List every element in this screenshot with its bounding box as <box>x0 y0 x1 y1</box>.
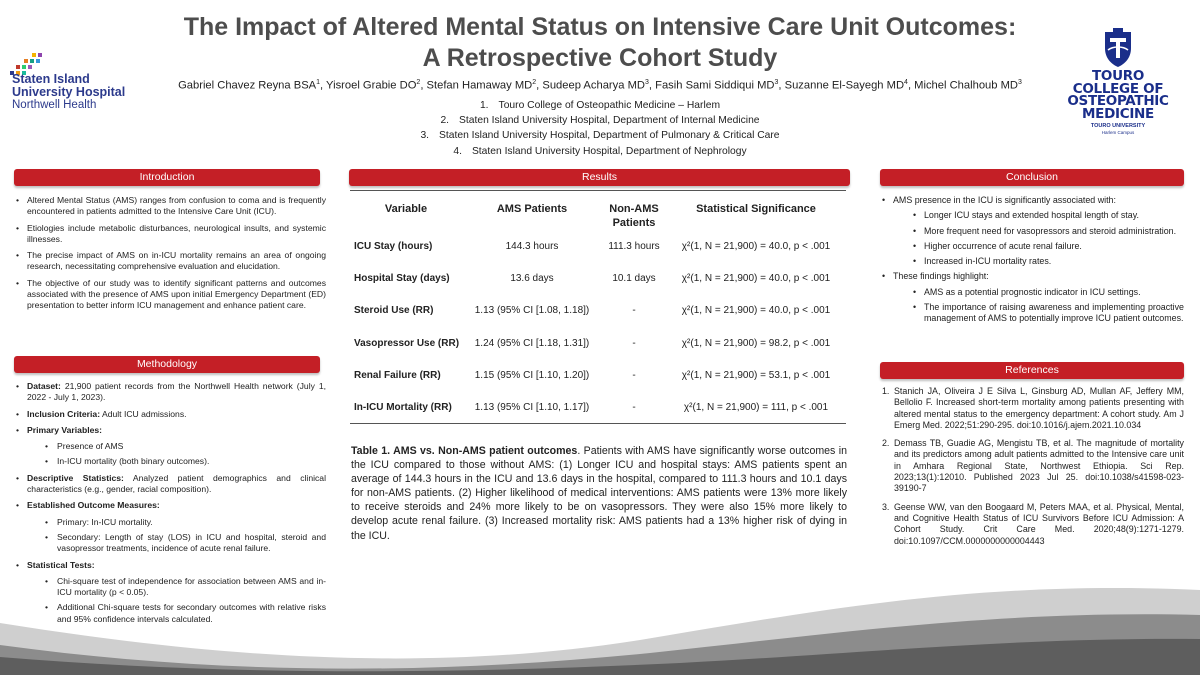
dataset-label: Dataset: <box>27 381 61 391</box>
table-cell: - <box>632 305 636 317</box>
touro-line-3: OSTEOPATHIC <box>1067 93 1169 109</box>
author-name: Sudeep Acharya MD <box>542 79 645 92</box>
touro-line-1: TOURO <box>1091 68 1145 84</box>
title-line-2: A Retrospective Cohort Study <box>422 44 778 72</box>
author-list: Gabriel Chavez Reyna BSA$^1$, Yisroel Grabie $DO^2$, Stefan Hamaway $MD^2$, Sudeep Acharya $MD^3$, Fasih Sami Siddiqui $MD^3$, Suzanne El-Sayegh $MD^4$, Michel Chalhoub $MD^3$ <box>178 79 1022 92</box>
intro-bullet: • Etiologies include metabolic disturbances, neurological insults, and systemic illnesses. <box>14 223 326 246</box>
touro-line-2: COLLEGE OF <box>1072 80 1164 97</box>
affiliation-list <box>380 98 820 159</box>
conclusion-subitem: • The importance of raising awareness and implementing proactive management of AMS to potentially improve ICU patient outcomes. <box>893 302 1184 325</box>
table-row <box>350 327 846 359</box>
table-cell: 1.13 (95% CI [1.10, 1.17]) <box>474 401 590 413</box>
row-variable: In-ICU Mortality (RR) <box>354 401 452 413</box>
author-affiliation-mark: 2 <box>532 79 537 86</box>
touro-logo-sub: TOURO UNIVERSITY <box>1090 123 1146 129</box>
caption-title: Table 1. AMS vs. Non-AMS patient outcomes <box>351 445 578 457</box>
affiliation-item <box>380 113 820 128</box>
author-affiliation-mark: 3 <box>644 79 649 86</box>
reference-item <box>880 438 1184 494</box>
title-line-1: The Impact of Altered Mental Status on Intensive Care Unit Outcomes: <box>183 13 1017 41</box>
reference-number: 3. <box>882 501 890 512</box>
touro-line-4: MEDICINE <box>1082 105 1154 122</box>
table-cell: - <box>632 337 636 349</box>
method-descriptive <box>14 473 326 496</box>
descriptive-label: Descriptive Statistics: <box>27 472 124 483</box>
row-variable: Renal Failure (RR) <box>354 369 441 381</box>
intro-bullet: • The objective of our study was to identify significant patterns and outcomes associated with the presence of AMS upon initial Emergency Department (ED) presentation to better inform ICU management and enhance patient care. <box>14 278 326 312</box>
table-cell: χ²(1, N = 21,900) = 40.0, p < .001 <box>681 305 831 317</box>
table-row <box>350 295 846 327</box>
conclusion-subitem: • Increased in-ICU mortality rates. <box>893 256 1184 267</box>
author-affiliation-mark: 2 <box>416 79 421 86</box>
methodology-section <box>14 381 326 630</box>
row-variable: Vasopressor Use (RR) <box>354 337 460 349</box>
siuh-logo <box>10 50 170 110</box>
references-heading: References <box>880 362 1184 379</box>
affiliation-number: 3. <box>420 130 430 142</box>
conclusion-bullet <box>880 271 1184 324</box>
methodology-heading: Methodology <box>14 356 320 373</box>
reference-number: 1. <box>882 386 890 396</box>
primary-item: • In-ICU mortality (both binary outcomes). <box>27 456 326 467</box>
affiliation-text: Touro College of Osteopathic Medicine – Harlem <box>498 100 721 111</box>
test-item: • Additional Chi-square tests for secondary outcomes with relative risks and 95% confidence intervals calculated. <box>27 602 326 625</box>
conclusion-subitem: • Higher occurrence of acute renal failure. <box>893 241 1184 252</box>
table-row <box>350 263 846 295</box>
method-tests <box>14 560 326 625</box>
conclusion-heading: Conclusion <box>880 169 1184 186</box>
table-cell: χ²(1, N = 21,900) = 111, p < .001 <box>683 401 829 413</box>
conclusion-section <box>880 195 1184 329</box>
author-name: Fasih Sami Siddiqui MD <box>655 79 775 92</box>
siuh-logo-line-2: University Hospital <box>12 85 126 99</box>
col-header: Variable <box>384 203 428 215</box>
tests-label: Statistical Tests: <box>27 559 95 570</box>
reference-item <box>880 502 1184 547</box>
descriptive-text: Analyzed patient demographics and clinical characteristics (e.g., gender, racial composition). <box>27 472 326 495</box>
outcome-label: Established Outcome Measures: <box>27 500 160 511</box>
author-affiliation-mark: 3 <box>774 79 779 86</box>
col-header: Non-AMS Patients <box>609 203 659 229</box>
touro-logo-sub2: Harlem Campus <box>1101 130 1135 135</box>
conclusion-bullet-text: These findings highlight: <box>893 271 989 282</box>
conclusion-subitem: • More frequent need for vasopressors and steroid administration. <box>893 226 1184 237</box>
touro-logo <box>1056 26 1180 146</box>
reference-text: Geense WW, van den Boogaard M, Peters MAA, et al. Physical, Mental, and Cognitive Health Status of ICU Survivors Before ICU Admission: A Cohort Study. Crit Care Med. 2020;48(9):1271-1279. doi:10.1097/CCM.0000000000004443 <box>894 501 1184 546</box>
affiliation-text: Staten Island University Hospital, Department of Internal Medicine <box>459 115 760 127</box>
touro-shield-icon <box>1101 26 1135 68</box>
conclusion-subitem: • AMS as a potential prognostic indicator in ICU settings. <box>893 287 1184 298</box>
table-cell: 1.24 (95% CI [1.18, 1.31]) <box>474 337 590 349</box>
affiliation-text: Staten Island University Hospital, Department of Nephrology <box>471 145 747 157</box>
row-variable: ICU Stay (hours) <box>354 241 433 253</box>
method-inclusion <box>14 409 326 420</box>
table-cell: 1.13 (95% CI [1.08, 1.18]) <box>474 305 590 317</box>
method-primary <box>14 425 326 468</box>
row-variable: Hospital Stay (days) <box>354 273 450 285</box>
table-header-row <box>350 191 846 231</box>
introduction-heading: Introduction <box>14 169 320 186</box>
author-name: Stefan Hamaway MD <box>426 79 533 92</box>
affiliation-item <box>380 98 820 113</box>
affiliation-item <box>380 144 820 159</box>
intro-bullet: • The precise impact of AMS on in-ICU mortality remains an area of ongoing research, necessitating comprehensive evaluation and elucidation. <box>14 250 326 273</box>
inclusion-text: Adult ICU admissions. <box>100 408 187 419</box>
references-section <box>880 386 1184 554</box>
affiliation-number: 4. <box>453 145 462 157</box>
table-cell: χ²(1, N = 21,900) = 53.1, p < .001 <box>681 369 831 381</box>
affiliation-text: Staten Island University Hospital, Department of Pulmonary & Critical Care <box>439 130 780 142</box>
table-cell: 1.15 (95% CI [1.10, 1.20]) <box>474 369 590 381</box>
outcome-item: • Secondary: Length of stay (LOS) in ICU and hospital, steroid and vasopressor treatments, incidence of acute renal failure. <box>27 532 326 555</box>
siuh-logo-line-1: Staten Island <box>12 72 90 86</box>
table-row <box>350 231 846 263</box>
table-cell: χ²(1, N = 21,900) = 40.0, p < .001 <box>681 241 831 253</box>
author-name: Yisroel Grabie DO <box>326 79 417 92</box>
reference-text: Stanich JA, Oliveira J E Silva L, Ginsburg AD, Mullan AF, Jeffery MM, Bellolio F. Increased short-term mortality among patients presenting with altered mental status to the emergency department: A cohort study. Am J Emerg Med. 2022;51:290-295. doi:10.1016/j.ajem.2021.10.034 <box>894 386 1184 430</box>
introduction-section <box>14 195 326 317</box>
table-cell: - <box>632 369 636 381</box>
table-row <box>350 359 846 391</box>
conclusion-bullet-text: AMS presence in the ICU is significantly associated with: <box>893 195 1116 205</box>
table-cell: χ²(1, N = 21,900) = 40.0, p < .001 <box>681 273 831 285</box>
col-header: Statistical Significance <box>696 203 816 215</box>
table-cell: - <box>632 401 636 413</box>
affiliation-number: 2. <box>440 115 450 127</box>
reference-text: Demass TB, Guadie AG, Mengistu TB, et al. The magnitude of mortality and its predictors among adult patients admitted to the Intensive care unit in Amhara Regional State, Northwest Ethiopia. Sci Rep. 2023;13(1):12010. Published 2023 Jul 25. doi:10.1038/s41598-023-39190-7 <box>894 438 1184 494</box>
author-name: Gabriel Chavez Reyna BSA <box>178 79 317 92</box>
author-affiliation-mark: 4 <box>904 79 908 86</box>
touro-logo-name <box>1056 70 1180 120</box>
intro-bullet: • Altered Mental Status (AMS) ranges from confusion to coma and is frequently encountered in patients admitted to the Intensive Care Unit (ICU). <box>14 195 326 218</box>
table-cell: 10.1 days <box>612 273 656 285</box>
method-dataset <box>14 381 326 404</box>
reference-item <box>880 386 1184 431</box>
table-caption <box>351 444 847 543</box>
poster-title <box>140 12 1060 74</box>
table-cell: 144.3 hours <box>505 241 559 253</box>
table-cell: χ²(1, N = 21,900) = 98.2, p < .001 <box>681 337 831 349</box>
author-name: Suzanne El-Sayegh MD <box>784 79 905 92</box>
results-table <box>350 190 846 424</box>
conclusion-bullet <box>880 195 1184 267</box>
conclusion-subitem: • Longer ICU stays and extended hospital length of stay. <box>893 210 1184 221</box>
author-affiliation-mark: 3 <box>1018 79 1022 86</box>
primary-label: Primary Variables: <box>27 424 103 435</box>
row-variable: Steroid Use (RR) <box>354 305 434 317</box>
test-item: • Chi-square test of independence for association between AMS and in-ICU mortality (p < 0.05). <box>27 576 326 599</box>
table-cell: 111.3 hours <box>608 241 660 253</box>
results-heading: Results <box>349 169 850 186</box>
outcome-item: • Primary: In-ICU mortality. <box>27 517 326 528</box>
author-name: Michel Chalhoub MD <box>914 79 1018 92</box>
col-header: AMS Patients <box>496 203 568 215</box>
siuh-logo-line-3: Northwell Health <box>12 99 97 111</box>
dataset-text: 21,900 patient records from the Northwell Health network (July 1, 2022 - July 1, 2023). <box>27 381 326 403</box>
method-outcomes <box>14 500 326 554</box>
reference-number: 2. <box>882 438 890 449</box>
table-cell: 13.6 days <box>510 273 554 285</box>
poster-header <box>0 0 1200 162</box>
author-affiliation-mark: 1 <box>316 79 321 86</box>
affiliation-number: 1. <box>479 100 489 111</box>
affiliation-item <box>380 128 820 143</box>
inclusion-label: Inclusion Criteria: <box>27 408 101 419</box>
primary-item: • Presence of AMS <box>27 441 326 452</box>
caption-text: . Patients with AMS have significantly worse outcomes in the ICU compared to those without AMS: (1) Longer ICU and hospital stays: AMS patients spent an average of 144.3 hours in the ICU and 13.6 days in the hospital, compared to 111.3 hours and 10.1 days for non-AMS patients. (2) Higher likelihood of medical interventions: AMS patients were 13% more likely to receive steroids and 24% more likely to be on vasopressors. They were also 15% more likely to develop acute renal failure. (3) Increased mortality risk: AMS patients had a 13% higher risk of dying in the ICU. <box>351 445 847 542</box>
table-row <box>350 391 846 423</box>
results-section <box>350 190 848 424</box>
